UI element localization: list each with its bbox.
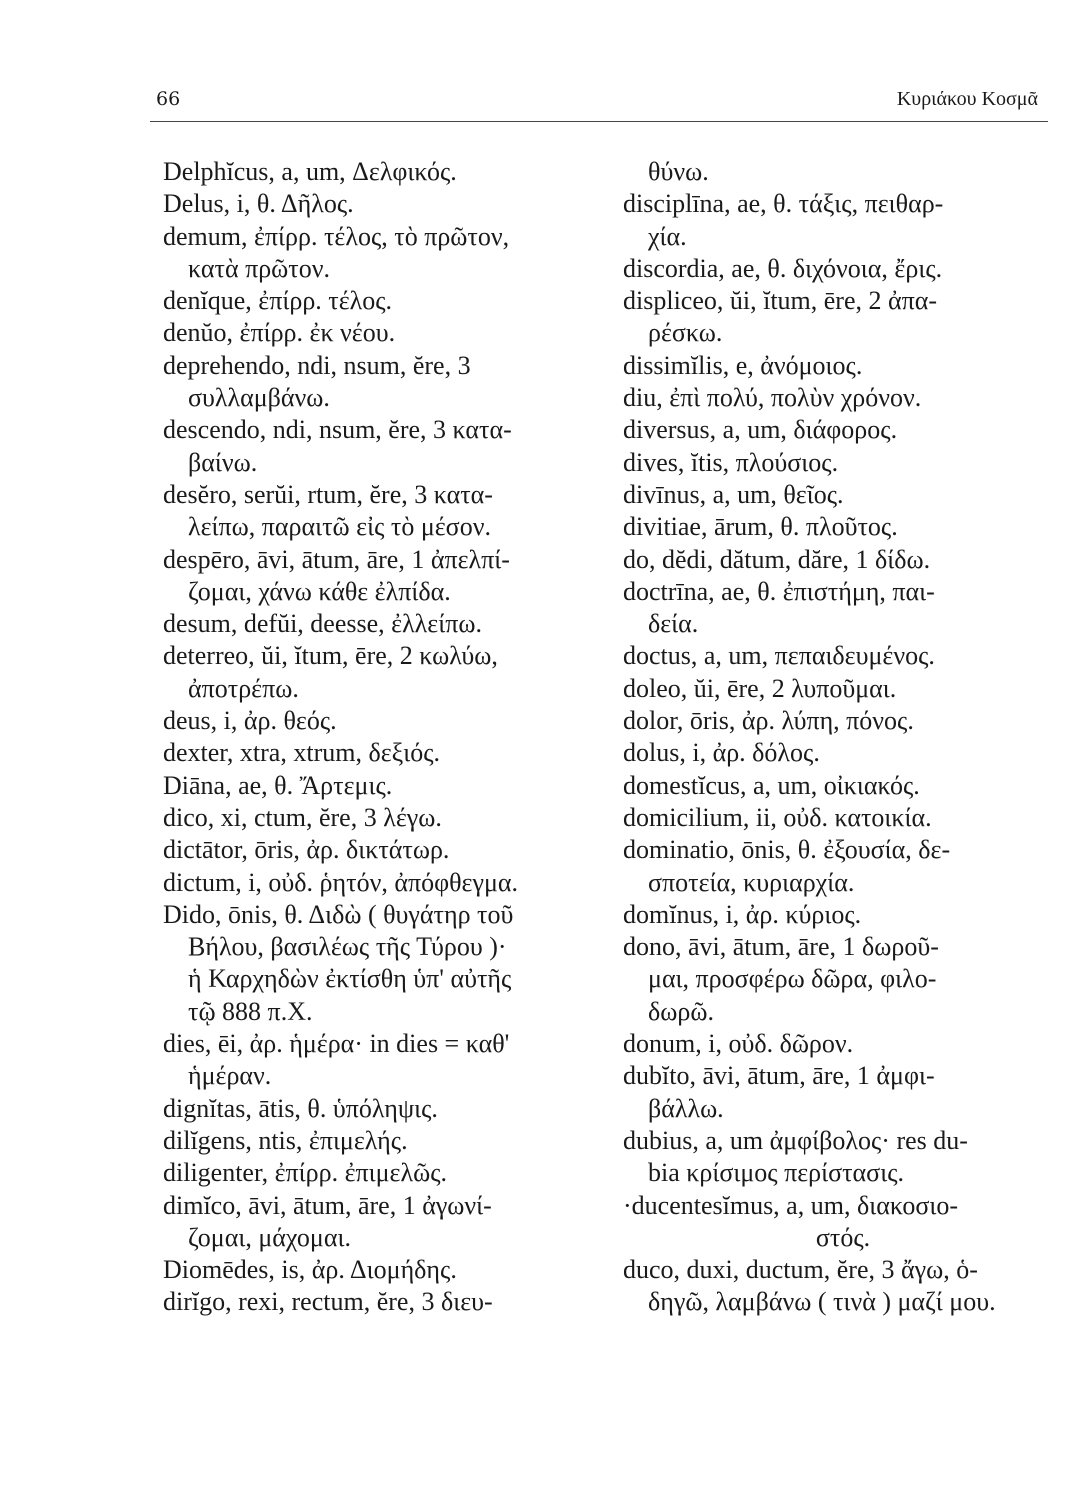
- entry-continuation: δωρῶ.: [648, 996, 714, 1026]
- dictionary-entry: ·ducentesĭmus, a, um, διακοσιο-: [623, 1190, 959, 1220]
- dictionary-entry: diu, ἐπὶ πολύ, πολὺν χρόνον.: [623, 383, 922, 413]
- dictionary-entry: dissimĭlis, e, ἀνόμοιος.: [623, 350, 863, 380]
- dictionary-entry: dono, āvi, ātum, āre, 1 δωροῦ-: [623, 932, 939, 962]
- dictionary-entry: dimĭco, āvi, ātum, āre, 1 ἀγωνί-: [163, 1190, 492, 1220]
- entry-continuation: τῷ 888 π.Χ.: [188, 996, 313, 1026]
- dictionary-entry: disciplīna, ae, θ. τάξις, πειθαρ-: [623, 189, 944, 219]
- dictionary-entry: dexter, xtra, xtrum, δεξιός.: [163, 738, 440, 768]
- dictionary-entry: dignĭtas, ātis, θ. ὑπόληψις.: [163, 1093, 438, 1123]
- dictionary-entry: despēro, āvi, ātum, āre, 1 ἀπελπί-: [163, 544, 510, 574]
- running-title: Κυριάκου Κοσμᾶ: [896, 88, 1038, 110]
- dictionary-entry: dolor, ōris, ἀρ. λύπη, πόνος.: [623, 706, 914, 736]
- entry-continuation: σποτεία, κυριαρχία.: [648, 867, 855, 897]
- dictionary-entry: dolus, i, ἀρ. δόλος.: [623, 738, 820, 768]
- entry-continuation: δηγῶ, λαμβάνω ( τινὰ ) μαζί μου.: [648, 1287, 996, 1317]
- dictionary-entry: diversus, a, um, διάφορος.: [623, 415, 898, 445]
- dictionary-entry: Diomēdes, is, ἀρ. Διομήδης.: [163, 1255, 457, 1285]
- dictionary-entry: dubĭto, āvi, ātum, āre, 1 ἀμφι-: [623, 1061, 935, 1091]
- dictionary-entry: doctrīna, ae, θ. ἐπιστήμη, παι-: [623, 576, 935, 606]
- dictionary-entry: desum, defŭi, deesse, ἐλλείπω.: [163, 609, 482, 639]
- entry-continuation: Βήλου, βασιλέως τῆς Τύρου )·: [188, 932, 507, 962]
- entry-continuation: βαίνω.: [188, 447, 258, 477]
- page-number: 66: [156, 88, 181, 110]
- entry-continuation: ζομαι, χάνω κάθε ἐλπίδα.: [188, 576, 451, 606]
- dictionary-entry: domicilium, ii, οὐδ. κατοικία.: [623, 802, 932, 832]
- entry-continuation: βάλλω.: [648, 1093, 724, 1123]
- right-column: [623, 156, 1063, 1319]
- dictionary-entry: displiceo, ŭi, ĭtum, ēre, 2 ἀπα-: [623, 286, 938, 316]
- entry-continuation: λείπω, παραιτῶ εἰς τὸ μέσον.: [188, 512, 491, 542]
- dictionary-entry: deterreo, ŭi, ĭtum, ēre, 2 κωλύω,: [163, 641, 498, 671]
- dictionary-entry: divitiae, ārum, θ. πλοῦτος.: [623, 512, 898, 542]
- entry-continuation: ἀποτρέπω.: [188, 673, 299, 703]
- entry-continuation: θύνω.: [648, 157, 709, 186]
- dictionary-entry: Delphĭcus, a, um, Δελφικός.: [163, 157, 457, 186]
- dictionary-entry: diligenter, ἐπίρρ. ἐπιμελῶς.: [163, 1158, 447, 1188]
- entry-continuation: χία.: [648, 221, 687, 251]
- dictionary-entry: do, dĕdi, dătum, dăre, 1 δίδω.: [623, 544, 931, 574]
- dictionary-entry: discordia, ae, θ. διχόνοια, ἔρις.: [623, 253, 943, 283]
- entry-continuation: στός.: [815, 1222, 871, 1252]
- dictionary-entry: domestĭcus, a, um, οἰκιακός.: [623, 770, 920, 800]
- dictionary-entry: dico, xi, ctum, ĕre, 3 λέγω.: [163, 802, 442, 832]
- left-column: [163, 156, 608, 1319]
- entry-continuation: ἡμέραν.: [188, 1061, 272, 1091]
- dictionary-entry: dubius, a, um ἀμφίβολος· res du-: [623, 1125, 968, 1155]
- entry-continuation: ρέσκω.: [648, 318, 723, 348]
- dictionary-entry: donum, i, οὐδ. δῶρον.: [623, 1029, 854, 1059]
- dictionary-entry: divīnus, a, um, θεῖος.: [623, 479, 844, 509]
- entry-continuation: συλλαμβάνω.: [188, 383, 330, 413]
- dictionary-entry: doleo, ŭi, ēre, 2 λυποῦμαι.: [623, 673, 897, 703]
- dictionary-entry: denĭque, ἐπίρρ. τέλος.: [163, 286, 393, 316]
- dictionary-entry: doctus, a, um, πεπαιδευμένος.: [623, 641, 935, 671]
- dictionary-entry: dies, ēi, ἀρ. ἡμέρα· in dies = καθ': [163, 1029, 510, 1059]
- dictionary-entry: dictātor, ōris, ἀρ. δικτάτωρ.: [163, 835, 450, 865]
- entry-continuation: δεία.: [648, 609, 699, 639]
- dictionary-entry: Delus, i, θ. Δῆλος.: [163, 189, 354, 219]
- entry-continuation: κατὰ πρῶτον.: [188, 253, 330, 283]
- dictionary-entry: deus, i, ἀρ. θεός.: [163, 706, 337, 736]
- dictionary-entry: deprehendo, ndi, nsum, ĕre, 3: [163, 350, 471, 380]
- dictionary-entry: dirĭgo, rexi, rectum, ĕre, 3 διευ-: [163, 1287, 493, 1317]
- dictionary-entry: duco, duxi, ductum, ĕre, 3 ἄγω, ὁ-: [623, 1255, 978, 1285]
- dictionary-entry: dictum, i, οὐδ. ῥητόν, ἀπόφθεγμα.: [163, 867, 519, 897]
- dictionary-entry: desĕro, serŭi, rtum, ĕre, 3 κατα-: [163, 479, 493, 509]
- entry-continuation: μαι, προσφέρω δῶρα, φιλο-: [648, 964, 937, 994]
- page-header: [150, 88, 1050, 118]
- header-rule: [150, 121, 1048, 122]
- dictionary-entry: dilĭgens, ntis, ἐπιμελής.: [163, 1125, 408, 1155]
- dictionary-entry: demum, ἐπίρρ. τέλος, τὸ πρῶτον,: [163, 221, 510, 251]
- entry-continuation: ζομαι, μάχομαι.: [188, 1222, 351, 1252]
- dictionary-entry: Diāna, ae, θ. Ἄρτεμις.: [163, 770, 393, 800]
- dictionary-entry: dives, ĭtis, πλούσιος.: [623, 447, 839, 477]
- entry-continuation: ἡ Καρχηδὼν ἐκτίσθη ὑπ' αὐτῆς: [188, 964, 512, 994]
- entry-continuation: bia κρίσιμος περίστασις.: [648, 1158, 904, 1188]
- dictionary-entry: denŭo, ἐπίρρ. ἐκ νέου.: [163, 318, 396, 348]
- dictionary-entry: dominatio, ōnis, θ. ἐξουσία, δε-: [623, 835, 951, 865]
- dictionary-entry: descendo, ndi, nsum, ĕre, 3 κατα-: [163, 415, 512, 445]
- dictionary-entry: domĭnus, i, ἀρ. κύριος.: [623, 899, 862, 929]
- dictionary-entry: Dido, ōnis, θ. Διδὼ ( θυγάτηρ τοῦ: [163, 899, 514, 929]
